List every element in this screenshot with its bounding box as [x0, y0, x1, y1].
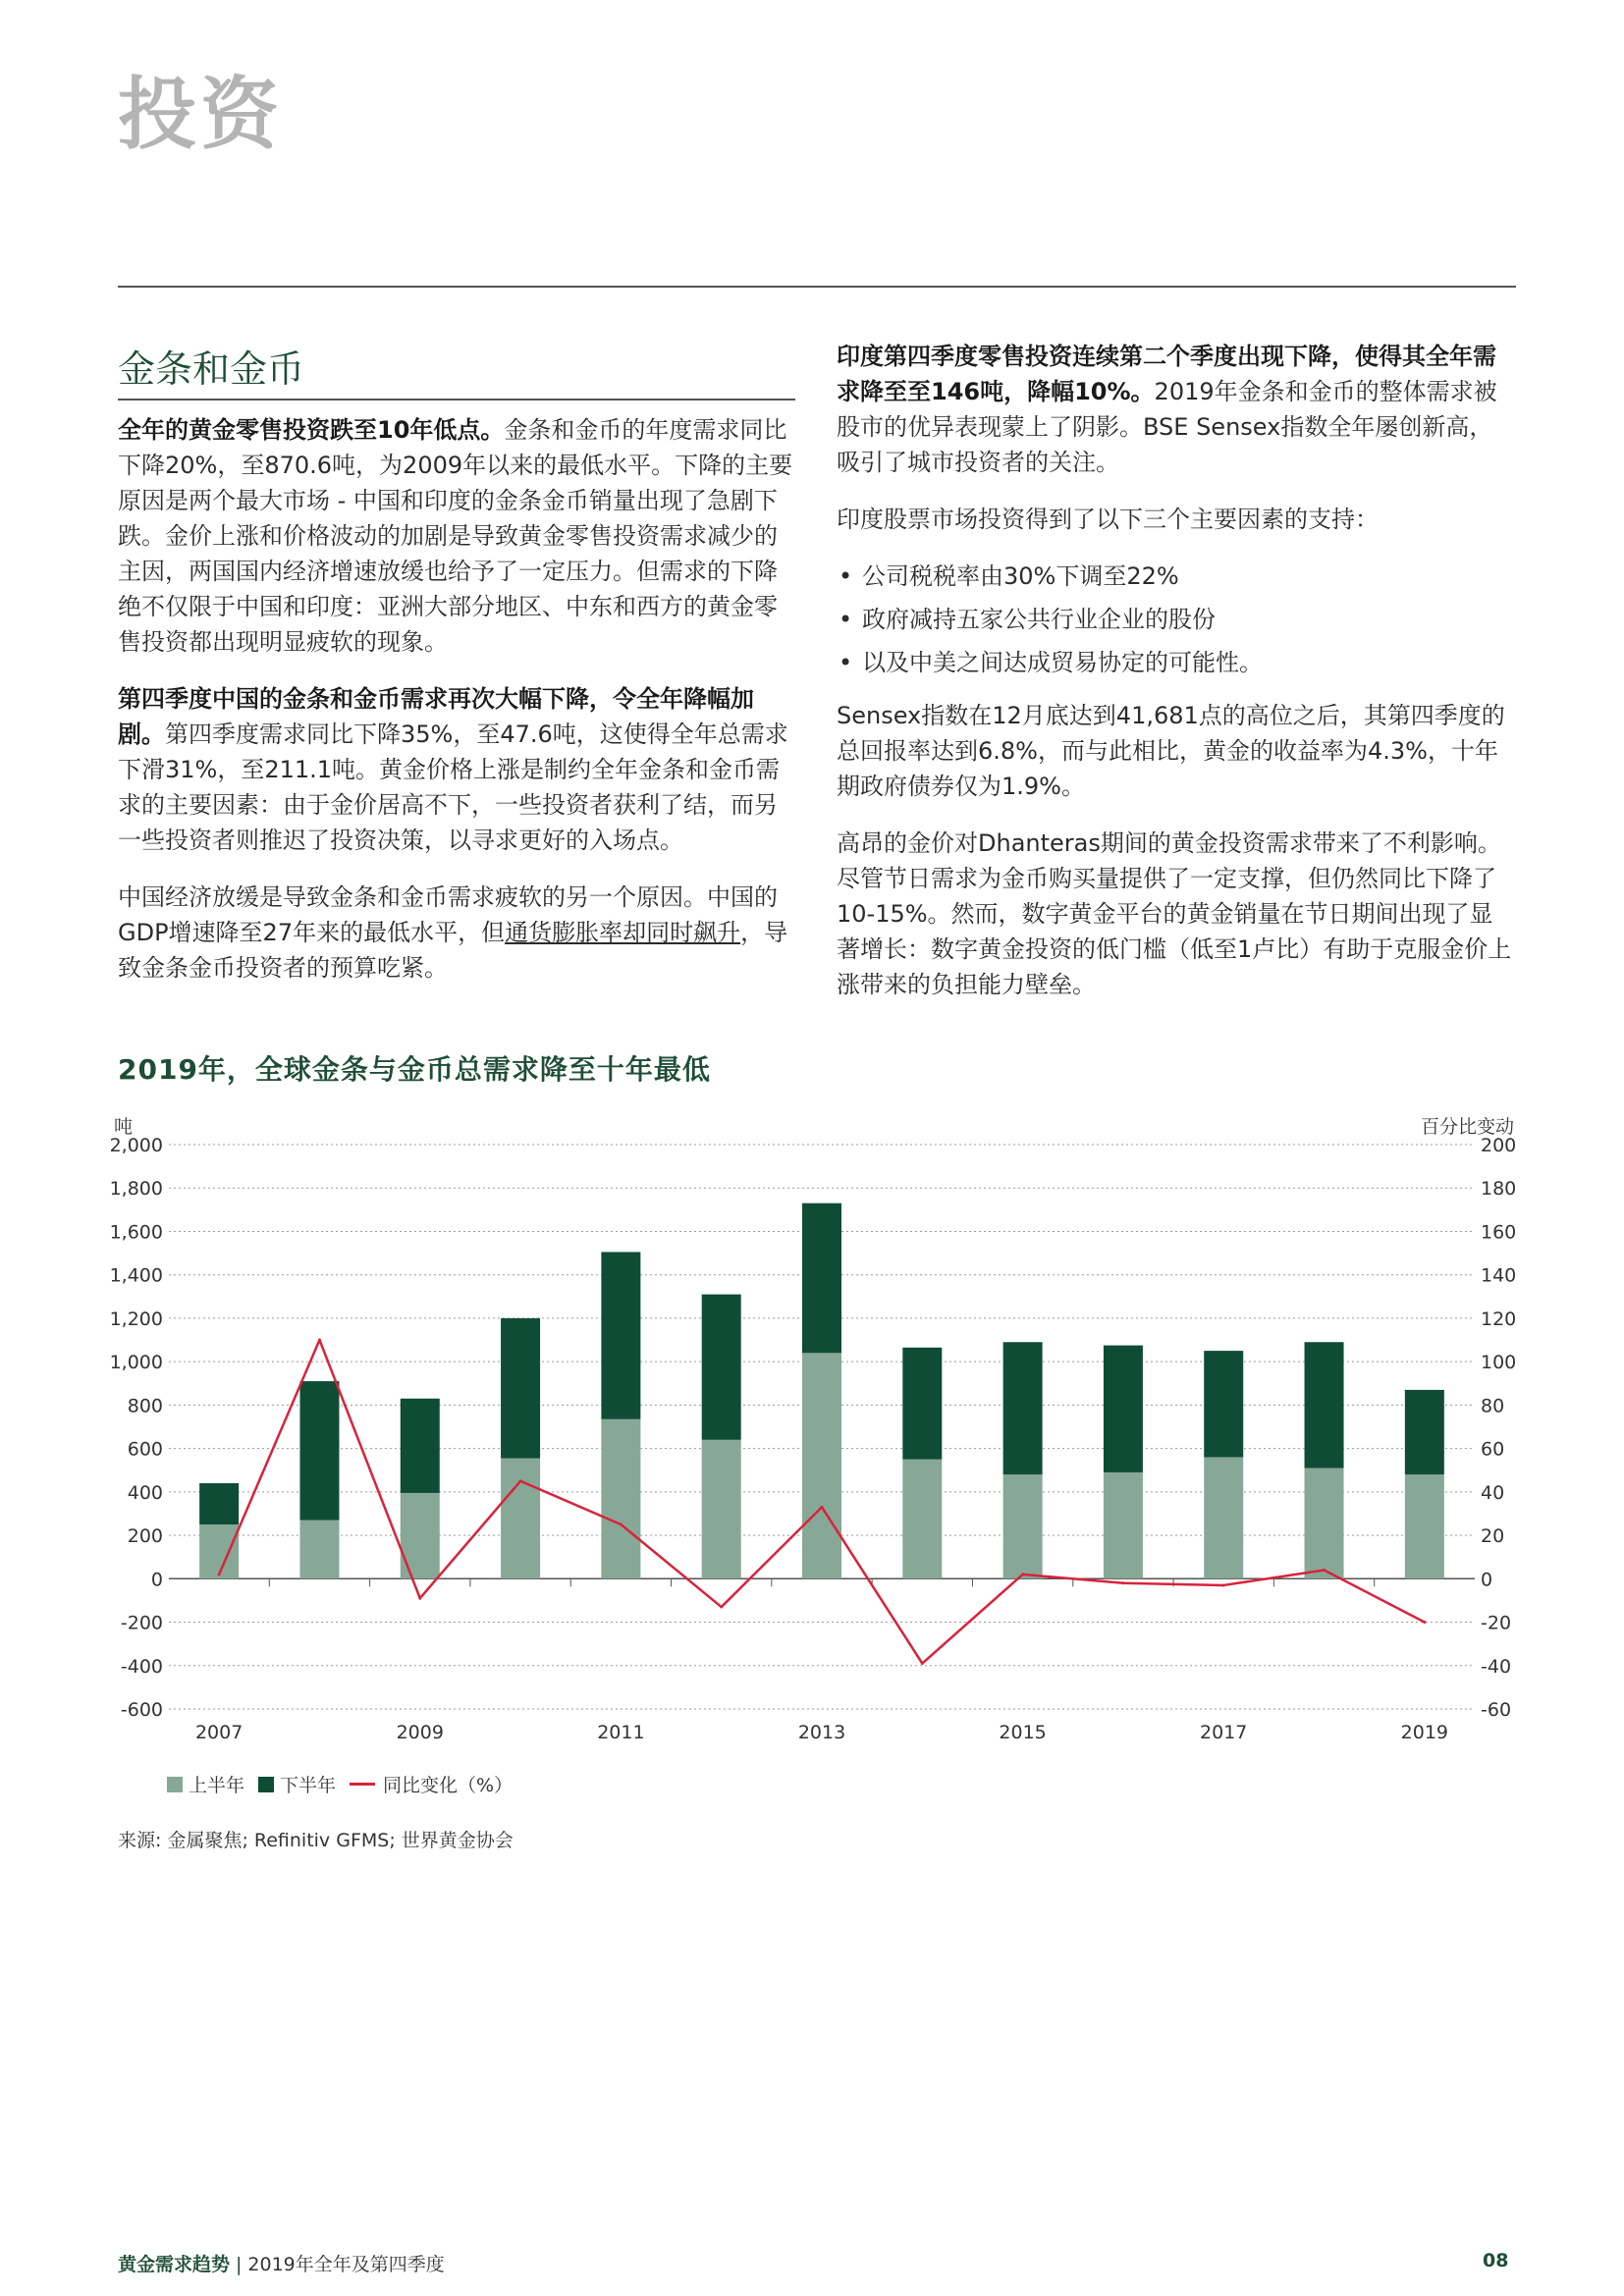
left-paragraph-2: [118, 681, 795, 858]
y-tick-label-left: 1,400: [109, 1264, 163, 1287]
line-point-2015: [1021, 1573, 1024, 1575]
paragraph-text: ，导致金条金币投资者的预算吃紧。: [118, 919, 788, 982]
header-divider: [118, 286, 1516, 288]
left-paragraph-3: [118, 880, 795, 986]
y-tick-label-left: 1,600: [109, 1221, 163, 1244]
left-paragraph-1: [118, 412, 795, 660]
footer: [118, 2250, 445, 2276]
legend-label: 下半年: [280, 1775, 337, 1796]
legend-item: [258, 1771, 336, 1797]
bar-h2-2013: [802, 1203, 841, 1354]
bar-h2-2018: [1305, 1342, 1344, 1468]
y-tick-label-right: -60: [1481, 1699, 1512, 1721]
line-point-2008: [318, 1339, 321, 1342]
line-point-2018: [1323, 1569, 1326, 1572]
y-tick-label-right: 60: [1481, 1438, 1505, 1461]
bar-h2-2010: [501, 1318, 540, 1459]
line-point-2010: [519, 1479, 522, 1482]
y-tick-label-left: 2,000: [109, 1135, 163, 1156]
right-column: [837, 339, 1514, 1024]
line-point-2013: [821, 1506, 824, 1509]
legend-swatch: [350, 1783, 375, 1786]
bar-h1-2019: [1405, 1474, 1444, 1578]
bar-h1-2015: [1003, 1474, 1043, 1578]
bar-h2-2011: [601, 1252, 640, 1418]
bar-h1-2010: [501, 1459, 540, 1579]
line-point-2017: [1222, 1583, 1225, 1586]
paragraph-text: 第四季度需求同比下降35%，至47.6吨，这使得全年总需求下滑31%，至211.1吨。黄金价格上涨是制约全年金条和金币需求的主要因素：由于金价居高不下，一些投资者获利了结，而另一些投资者则推迟了投资决策，以寻求更好的入场点。: [118, 721, 788, 854]
y-axis-label-right: 百分比变动: [1420, 1116, 1514, 1138]
lead-bold: 全年的黄金零售投资跌至10年低点。: [118, 416, 505, 444]
list-item: • 政府减持五家公共行业企业的股份: [837, 602, 1514, 637]
chart-title: 2019年，全球金条与金币总需求降至十年最低: [118, 1053, 711, 1086]
lead-bold: 印度第四季度零售投资连续第二个季度出现下降，使得其全年需求降至至146吨，降幅10%。: [837, 343, 1496, 405]
y-tick-label-left: -600: [120, 1699, 163, 1721]
line-point-2014: [921, 1662, 924, 1665]
inflation-link[interactable]: 通货膨胀率却同时飙升: [505, 919, 741, 946]
line-point-2011: [620, 1523, 623, 1526]
bar-h2-2016: [1104, 1346, 1143, 1472]
chart-legend: [167, 1771, 526, 1797]
y-tick-label-right: 80: [1481, 1395, 1505, 1417]
y-tick-label-right: 40: [1481, 1481, 1505, 1504]
bar-h2-2019: [1405, 1390, 1444, 1474]
section-heading: 金条和金币: [118, 339, 795, 400]
paragraph-text: 金条和金币的年度需求同比下降20%，至870.6吨，为2009年以来的最低水平。下降的主要原因是两个最大市场 - 中国和印度的金条金币销量出现了急剧下跌。金价上涨和价格波动的加剧是导致黄金零售投资需求减少的主因，两国国内经济增速放缓也给予了一定压力。但需求的下降绝不仅限于中国和印度：亚洲大部分地区、中东和西方的黄金零售投资都出现明显疲软的现象。: [118, 416, 793, 656]
legend-swatch: [167, 1777, 183, 1792]
list-item: • 公司税税率由30%下调至22%: [837, 559, 1514, 594]
y-axis-label-left: 吨: [114, 1116, 134, 1138]
y-tick-label-left: 0: [150, 1569, 163, 1591]
footer-brand: 黄金需求趋势: [118, 2254, 231, 2275]
legend-label: 同比变化（%）: [383, 1775, 514, 1796]
right-paragraph-2: 印度股票市场投资得到了以下三个主要因素的支持：: [837, 506, 1379, 533]
chart-source: 来源: 金属聚焦; Refinitiv GFMS; 世界黄金协会: [118, 1830, 514, 1851]
bar-h2-2015: [1003, 1342, 1043, 1474]
paragraph-text: 中国经济放缓是导致金条和金币需求疲软的另一个原因。中国的GDP增速降至27年来的最低水平，但: [118, 883, 778, 946]
y-tick-label-left: 400: [127, 1481, 163, 1504]
x-tick-label: 2015: [999, 1722, 1047, 1743]
y-tick-label-right: 160: [1481, 1221, 1517, 1244]
bar-h1-2017: [1204, 1457, 1243, 1578]
line-point-2012: [720, 1606, 723, 1609]
y-tick-label-right: 0: [1481, 1569, 1493, 1591]
y-tick-label-left: 1,000: [109, 1352, 163, 1374]
y-tick-label-right: -40: [1481, 1655, 1512, 1678]
bar-h2-2008: [299, 1381, 339, 1521]
line-point-2009: [418, 1597, 421, 1600]
bar-h2-2007: [199, 1483, 239, 1524]
legend-item: [167, 1771, 244, 1797]
line-point-2007: [218, 1573, 221, 1575]
x-tick-label: 2007: [194, 1722, 244, 1743]
y-tick-label-right: 100: [1481, 1352, 1517, 1374]
bar-h1-2011: [601, 1419, 640, 1579]
bar-h1-2008: [299, 1521, 339, 1579]
y-tick-label-left: 200: [127, 1525, 163, 1548]
lead-bold: 第四季度中国的金条和金币需求再次大幅下降，令全年降幅加剧。: [118, 685, 754, 748]
y-tick-label-left: 1,200: [109, 1308, 163, 1330]
legend-swatch: [258, 1777, 274, 1792]
bar-h2-2017: [1204, 1351, 1243, 1457]
y-tick-label-left: 600: [127, 1438, 163, 1461]
legend-item: [350, 1771, 513, 1797]
legend-label: 上半年: [189, 1775, 245, 1796]
paragraph-text: 2019年金条和金币的整体需求被股市的优异表现蒙上了阴影。BSE Sensex指数全年屡创新高，吸引了城市投资者的关注。: [837, 378, 1497, 476]
y-tick-label-right: -20: [1481, 1612, 1512, 1634]
line-point-2016: [1121, 1581, 1124, 1584]
right-paragraph-1: [837, 339, 1514, 480]
bar-h1-2013: [802, 1353, 841, 1578]
footer-separator: |: [236, 2254, 243, 2275]
y-tick-label-left: -200: [120, 1612, 163, 1634]
y-tick-label-left: 800: [127, 1395, 163, 1417]
right-paragraph-3: Sensex指数在12月底达到41,681点的高位之后，其第四季度的总回报率达到6.8%，而与此相比，黄金的收益率为4.3%，十年期政府债券仅为1.9%。: [837, 702, 1505, 800]
bullet-list: [837, 559, 1514, 680]
bar-h1-2012: [702, 1440, 741, 1579]
bar-h1-2018: [1305, 1468, 1344, 1579]
x-tick-label: 2011: [597, 1722, 645, 1743]
bar-h2-2009: [401, 1399, 440, 1493]
x-tick-label: 2013: [797, 1722, 846, 1743]
bar-h2-2014: [902, 1348, 942, 1460]
bar-h1-2007: [199, 1524, 239, 1578]
bar-h1-2014: [902, 1460, 942, 1579]
y-tick-label-right: 200: [1481, 1135, 1517, 1156]
y-tick-label-left: -400: [120, 1655, 163, 1678]
y-tick-label-right: 20: [1481, 1525, 1505, 1548]
right-paragraph-4: 高昂的金价对Dhanteras期间的黄金投资需求带来了不利影响。尽管节日需求为金币购买量提供了一定支撑，但仍然同比下降了10-15%。然而，数字黄金平台的黄金销量在节日期间出现了显著增长：数字黄金投资的低门槛（低至1卢比）有助于克服金价上涨带来的负担能力壁垒。: [837, 829, 1512, 998]
bar-line-chart: [0, 1099, 1624, 1767]
y-tick-label-right: 140: [1481, 1264, 1517, 1287]
bar-h1-2016: [1104, 1472, 1143, 1578]
y-tick-label-left: 1,800: [109, 1178, 163, 1201]
left-column: [118, 339, 795, 1007]
bar-h2-2012: [702, 1295, 741, 1440]
page-number: 08: [1483, 2250, 1509, 2271]
footer-subtitle: 2019年全年及第四季度: [247, 2254, 445, 2275]
x-tick-label: 2019: [1400, 1722, 1449, 1743]
page-title: 投资: [118, 69, 283, 160]
list-item: • 以及中美之间达成贸易协定的可能性。: [837, 645, 1514, 680]
x-tick-label: 2017: [1200, 1722, 1248, 1743]
line-point-2019: [1423, 1621, 1426, 1624]
x-tick-label: 2009: [396, 1722, 444, 1743]
y-tick-label-right: 180: [1481, 1178, 1517, 1201]
y-tick-label-right: 120: [1481, 1308, 1517, 1330]
